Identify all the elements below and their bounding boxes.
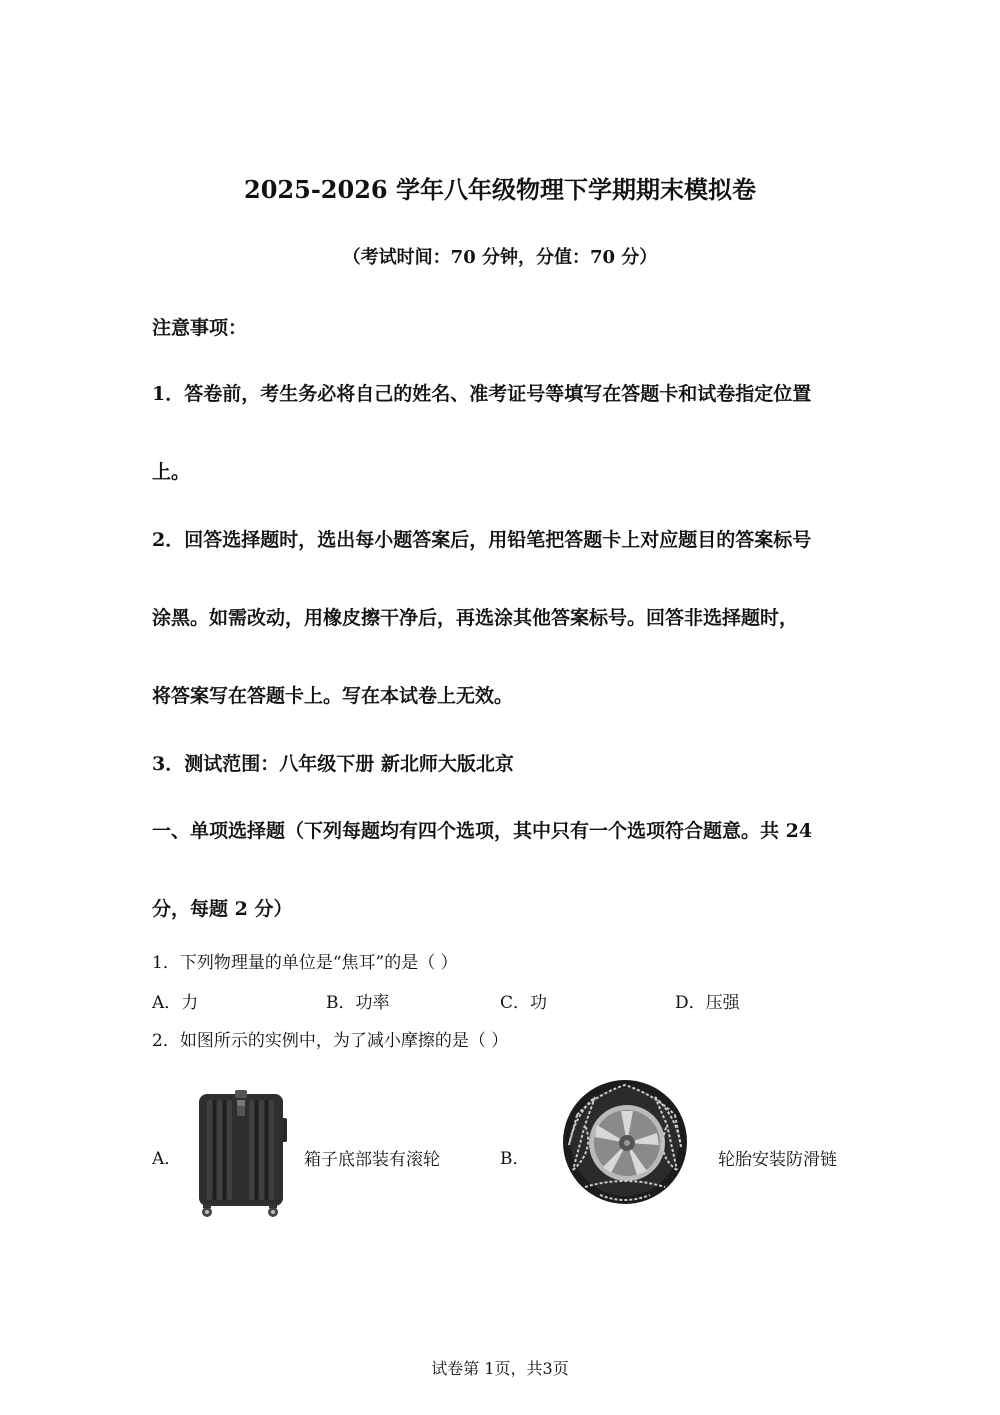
question-1-option-c: C．功 (500, 993, 548, 1013)
notice-line-6: 3．测试范围：八年级下册 新北师大版北京 (152, 753, 514, 775)
notice-line-1: 1．答卷前，考生务必将自己的姓名、准考证号等填写在答题卡和试卷指定位置 (152, 383, 812, 405)
question-2-stem: 2．如图所示的实例中，为了减小摩擦的是（ ） (152, 1031, 509, 1051)
notice-line-5: 将答案写在答题卡上。写在本试卷上无效。 (152, 685, 514, 707)
question-2-option-b-text: 轮胎安装防滑链 (718, 1150, 837, 1170)
notice-line-2: 上。 (152, 461, 191, 483)
section-heading-line-1: 一、单项选择题（下列每题均有四个选项，其中只有一个选项符合题意。共 24 (152, 820, 813, 842)
suitcase-picture-icon (193, 1088, 293, 1220)
question-2-option-a-letter: A． (152, 1149, 182, 1169)
question-1-option-a: A．力 (152, 993, 199, 1013)
page-footer: 试卷第 1页，共3页 (431, 1359, 569, 1378)
exam-subtitle: （考试时间：70 分钟，分值：70 分） (342, 247, 658, 268)
notice-line-3: 2．回答选择题时，选出每小题答案后，用铅笔把答题卡上对应题目的答案标号 (152, 529, 812, 551)
exam-title: 2025-2026 学年八年级物理下学期期末模拟卷 (244, 175, 756, 204)
notice-heading: 注意事项： (152, 317, 248, 339)
tire-chain-picture-icon (555, 1075, 695, 1210)
question-2-option-a-text: 箱子底部装有滚轮 (304, 1150, 440, 1170)
notice-line-4: 涂黑。如需改动，用橡皮擦干净后，再选涂其他答案标号。回答非选择题时， (152, 607, 799, 629)
question-1-option-b: B．功率 (326, 993, 390, 1013)
section-heading-line-2: 分，每题 2 分） (152, 898, 293, 920)
question-1-stem: 1．下列物理量的单位是“焦耳”的是（ ） (152, 953, 458, 973)
question-1-option-d: D．压强 (675, 993, 740, 1013)
question-2-option-b-letter: B． (500, 1149, 530, 1169)
